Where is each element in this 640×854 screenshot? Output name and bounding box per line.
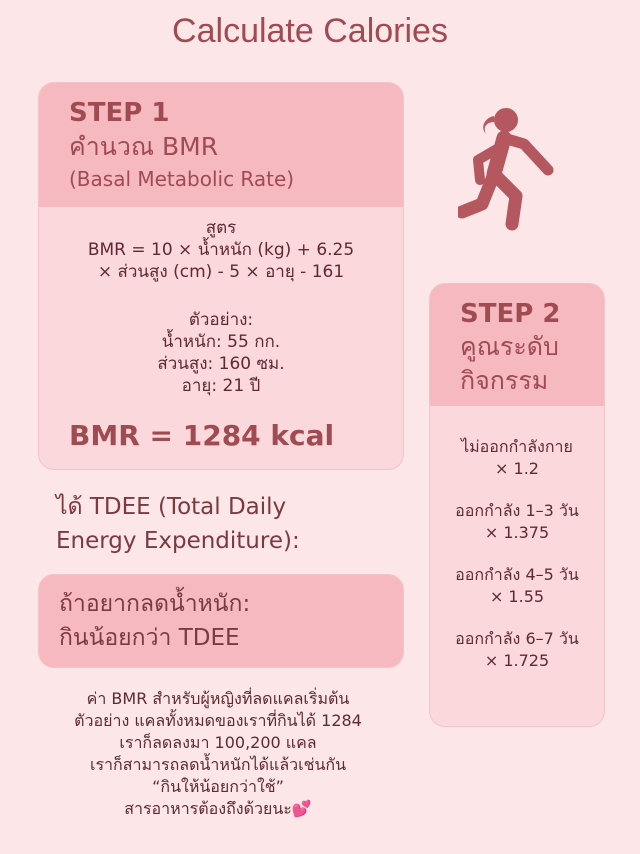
activity-level-factor: × 1.2 xyxy=(495,459,539,478)
tdee-text xyxy=(56,490,300,558)
step1-body xyxy=(39,207,403,397)
activity-level xyxy=(430,500,604,544)
activity-level xyxy=(430,564,604,608)
step1-subheading: (Basal Metabolic Rate) xyxy=(69,167,295,191)
note-line2: ตัวอย่าง แคลทั้งหมดของเราที่กินได้ 1284 xyxy=(74,711,362,730)
formula-line1: BMR = 10 × น้ำหนัก (kg) + 6.25 xyxy=(87,240,355,260)
step2-card xyxy=(429,283,605,727)
step1-label: STEP 1 xyxy=(69,98,170,128)
note-line1: ค่า BMR สำหรับผู้หญิงที่ลดแคลเริ่มต้น xyxy=(86,689,350,708)
example-height: ส่วนสูง: 160 ซม. xyxy=(157,354,285,374)
formula-title: สูตร xyxy=(205,218,237,238)
note-line3: เราก็ลดลงมา 100,200 แคล xyxy=(119,733,317,752)
activity-level-name: ออกกำลัง 6–7 วัน xyxy=(455,629,579,648)
step2-heading-line2: กิจกรรม xyxy=(460,366,549,395)
note-line6: สารอาหารต้องถึงด้วยนะ💕 xyxy=(124,799,312,818)
lose-weight-card xyxy=(38,574,404,668)
note-line4: เราก็สามารถลดน้ำหนักได้แล้วเช่นกัน xyxy=(89,755,346,774)
bmr-result: BMR = 1284 kcal xyxy=(69,419,335,452)
activity-level-name: ออกกำลัง 4–5 วัน xyxy=(455,565,579,584)
activity-level-factor: × 1.375 xyxy=(484,523,550,542)
note-line5: “กินให้น้อยกว่าใช้” xyxy=(152,777,284,796)
step2-heading-line1: คูณระดับ xyxy=(460,332,559,361)
activity-levels xyxy=(430,406,604,672)
page-title: Calculate Calories xyxy=(172,12,448,50)
step1-header xyxy=(39,83,403,207)
activity-level-name: ไม่ออกกำลังกาย xyxy=(461,437,573,456)
activity-level xyxy=(430,628,604,672)
example-age: อายุ: 21 ปี xyxy=(181,376,261,396)
step1-card xyxy=(38,82,404,470)
activity-level-factor: × 1.725 xyxy=(484,651,550,670)
step1-heading: คำนวณ BMR xyxy=(69,132,219,161)
example-weight: น้ำหนัก: 55 กก. xyxy=(161,332,281,352)
step2-header xyxy=(430,284,604,406)
example-title: ตัวอย่าง: xyxy=(188,310,254,330)
lose-line1: ถ้าอยากลดน้ำหนัก: xyxy=(59,591,251,617)
activity-level xyxy=(430,436,604,480)
tdee-line2: Energy Expenditure): xyxy=(56,528,300,554)
running-woman-icon xyxy=(458,100,568,240)
tdee-line1: ได้ TDEE (Total Daily xyxy=(56,494,287,520)
step2-label: STEP 2 xyxy=(460,299,561,329)
note-text xyxy=(28,688,408,820)
formula-line2: × ส่วนสูง (cm) - 5 × อายุ - 161 xyxy=(97,262,345,282)
activity-level-factor: × 1.55 xyxy=(489,587,545,606)
lose-line2: กินน้อยกว่า TDEE xyxy=(59,625,240,651)
activity-level-name: ออกกำลัง 1–3 วัน xyxy=(455,501,579,520)
